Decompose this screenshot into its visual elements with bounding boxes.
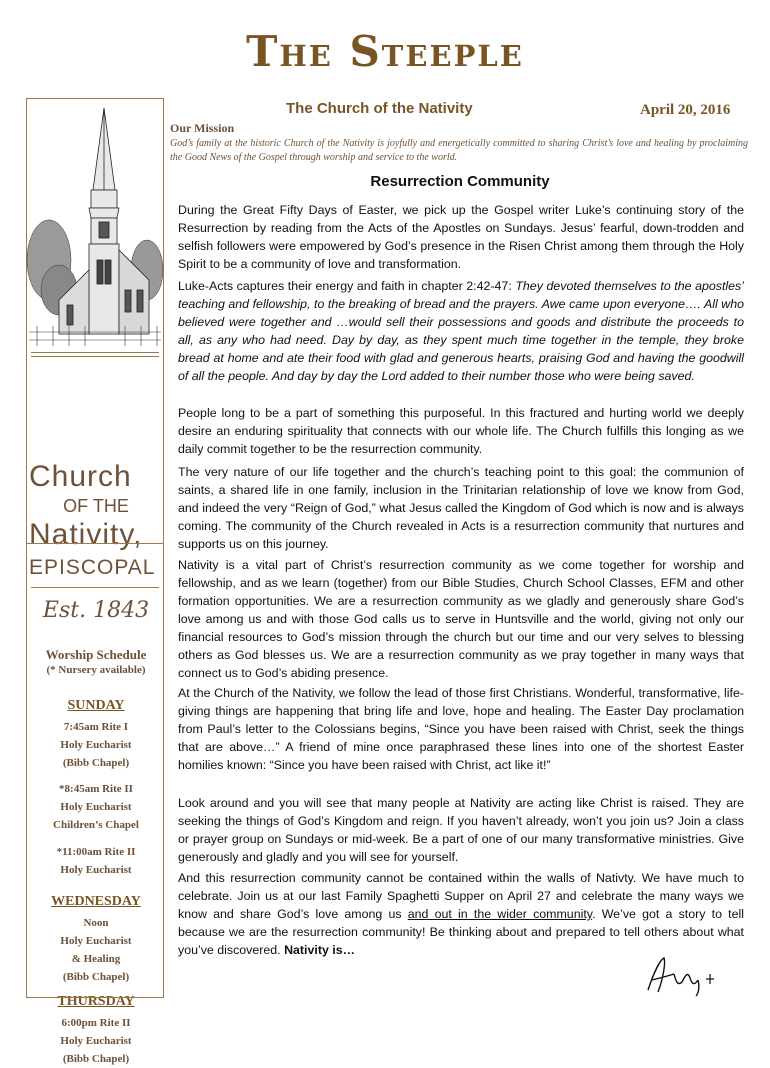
schedule-day-wednesday: WEDNESDAY <box>51 894 141 909</box>
article-paragraph: During the Great Fifty Days of Easter, we pick up the Gospel writer Luke’s continuing story of the Resurrection by reading from the Acts of the Apostles on Sundays. Jesus’ fearful, down-trodden and selfish followers were empowered by God’s presence in the Risen Christ among them through the Holy Spirit to be a community of love and transformation. <box>178 203 744 271</box>
sidebar-divider <box>31 352 159 353</box>
sidebar <box>26 98 164 1065</box>
service-line: Holy Eucharist <box>60 1035 132 1047</box>
sidebar-divider <box>31 356 159 357</box>
article-paragraph <box>178 869 744 959</box>
schedule-day-sunday: SUNDAY <box>67 698 125 713</box>
service-line: Holy Eucharist <box>60 935 132 947</box>
church-name-header: The Church of the Nativity <box>286 100 473 117</box>
article-title: Resurrection Community <box>370 173 550 190</box>
article-paragraph: At the Church of the Nativity, we follow the lead of those first Christians. Wonderful, transformative, life-giving things are happening that bring life and love, hope and healing. The Easter Day proclamation from Paul’s letter to the Colossians begins, “Since you have been raised with Christ, seek the things that are above…” A friend of mine once paraphrased these lines into one of the shortest Easter homilies known: “Since you have been raised with Christ, act like it!” <box>178 686 744 772</box>
service-line: Children’s Chapel <box>53 819 139 831</box>
sidebar-episcopal-word: EPISCOPAL <box>29 556 156 579</box>
scripture-quote: They devoted themselves to the apostles’ teaching and fellowship, to the breaking of bread and the prayers. Awe came upon everyone…. All who believed were together and …would sell their possessions and goods and distribute the proceeds to all, as any who had need. Day by day, as they spent much time together in the temple, they broke bread at home and ate their food with glad and generous hearts, praising God and having the goodwill of all the people. And day by day the Lord added to their number those who were being saved. <box>178 279 744 383</box>
service-line: *11:00am Rite II <box>56 846 136 858</box>
service-line: & Healing <box>71 953 121 965</box>
schedule-day-thursday: THURSDAY <box>57 994 135 1009</box>
service-line: (Bibb Chapel) <box>62 757 130 769</box>
underlined-phrase: and out in the wider community <box>407 907 593 921</box>
paragraph-text: . We’ve got a story to tell because we are the resurrection community! Be thinking about and prepared to tell others about what you’ve discovered. <box>178 907 744 957</box>
service-line: *8:45am Rite II <box>59 783 133 795</box>
service-line: Holy Eucharist <box>60 801 132 813</box>
service-block <box>27 914 165 986</box>
article-paragraph: Look around and you will see that many people at Nativity are acting like Christ is raised. They are seeking the things of God’s Kingdom and reign. If you haven’t already, won’t you join us? Join a class or prayer group on Sundays or mid-week. Be a part of one of our many transformative ministries. Give generously and gladly and you will see for yourself. <box>178 796 744 864</box>
service-line: (Bibb Chapel) <box>62 971 130 983</box>
sidebar-divider <box>31 587 159 588</box>
closing-phrase: Nativity is… <box>284 943 356 957</box>
sidebar-top-rule <box>27 98 163 99</box>
service-line: 7:45am Rite I <box>63 721 129 733</box>
pastor-signature <box>640 952 730 997</box>
nursery-note: (* Nursery available) <box>46 664 146 676</box>
church-steeple-illustration <box>29 100 161 350</box>
service-block <box>27 780 165 834</box>
service-block <box>27 718 165 772</box>
service-block <box>27 1014 165 1068</box>
service-line: (Bibb Chapel) <box>62 1053 130 1065</box>
sidebar-mid-rule <box>27 543 163 544</box>
service-line: Holy Eucharist <box>60 739 132 751</box>
worship-schedule-title: Worship Schedule <box>45 647 147 662</box>
newsletter-masthead: The Steeple <box>246 27 524 76</box>
service-line: 6:00pm Rite II <box>61 1017 131 1029</box>
established-year: Est. 1843 <box>42 598 150 623</box>
paragraph-text: And this resurrection community cannot be contained within the walls of Nativty. We have much to celebrate. Join us at our last Family Spaghetti Supper on April 27 and celebrate the many ways we know and share God’s love among us <box>178 871 744 921</box>
paragraph-intro: Luke-Acts captures their energy and faith in chapter 2:42-47: <box>178 279 516 293</box>
sidebar-of-the: OF THE <box>63 496 129 516</box>
service-line: Noon <box>83 917 109 929</box>
service-line: Holy Eucharist <box>60 864 132 876</box>
mission-label: Our Mission <box>170 121 235 135</box>
article-paragraph: Nativity is a vital part of Christ’s resurrection community as we come together for worship and fellowship, and as we learn (together) from our Bible Studies, Church School Classes, EFM and other formation opportunities. We are a resurrection community as we gladly and generously share God’s love among us and with those God calls us to serve in Huntsville and the world, giving not only our financial resources to God’s mission through the church but our time and our very selves to blessing others as God blesses us. We are a resurrection community as we pray together in many ways that connect us to God’s abiding presence. <box>178 558 744 680</box>
article-paragraph: People long to be a part of something this purposeful. In this fractured and hurting world we deeply desire an enduring spirituality that connects with our whole life. The Church fulfills this longing as we daily commit together to be the resurrection community. <box>178 406 744 456</box>
issue-date: April 20, 2016 <box>640 102 731 118</box>
sidebar-bottom-rule <box>27 997 163 998</box>
mission-statement: God’s family at the historic Church of the Nativity is joyfully and energetically committed to sharing Christ’s love and healing by proclaiming the Good News of the Gospel through worship and service to the world. <box>170 138 748 163</box>
sidebar-nativity-word: Nativity, <box>29 518 143 551</box>
sidebar-church-word: Church <box>29 460 132 493</box>
service-block <box>27 843 165 879</box>
article-paragraph: The very nature of our life together and the church’s teaching point to this goal: the communion of saints, a shared life in one family, inclusion in the Trinitarian relationship of love we know from God, and indeed the very “Reign of God,” what Jesus called the Kingdom of God which is now and is always coming. The community of the Church revealed in Acts is a resurrection community that nurtures and supports us on this journey. <box>178 465 744 551</box>
article-paragraph <box>178 277 744 385</box>
